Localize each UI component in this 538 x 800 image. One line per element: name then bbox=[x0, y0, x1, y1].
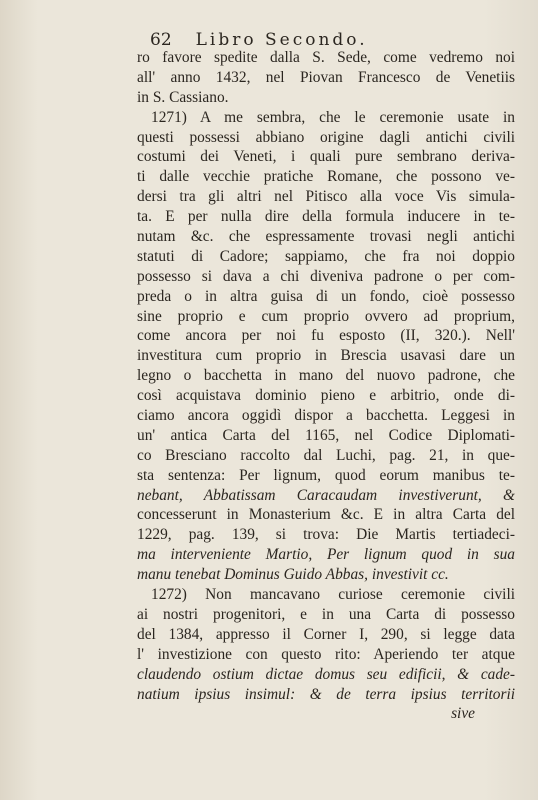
running-title: Libro Secondo. bbox=[195, 30, 368, 50]
text-line: possesso si dava a chi diveniva padrone o per com- bbox=[137, 267, 515, 285]
text-line: nutam &c. che espressamente trovasi negli antichi bbox=[137, 228, 515, 246]
text-line: ta. E per nulla dire della formula inducere in te- bbox=[137, 208, 515, 226]
catchword: sive bbox=[451, 705, 475, 723]
text-line: l' investizione con questo rito: Aperiendo ter atque bbox=[137, 645, 515, 663]
text-line: ciamo ancora oggidì dispor a bacchetta. Leggesi in bbox=[137, 407, 515, 425]
text-line: ro favore spedite dalla S. Sede, come vedremo noi bbox=[137, 49, 515, 66]
text-line: 1229, pag. 139, si trova: Die Martis tertiadeci- bbox=[137, 526, 515, 544]
text-line: come ancora per noi fu esposto (II, 320.). Nell' bbox=[137, 327, 515, 345]
text-line: in S. Cassiano. bbox=[137, 88, 229, 106]
text-line: un' antica Carta del 1165, nel Codice Diplomati- bbox=[137, 426, 515, 444]
text-line: del 1384, appresso il Corner I, 290, si legge data bbox=[137, 625, 515, 643]
text-line: sta sentenza: Per lignum, quod eorum manibus te- bbox=[137, 466, 515, 484]
text-line: sine proprio e cum proprio ovvero ad proprium, bbox=[137, 307, 515, 325]
text-line: preda o in altra guisa di un fondo, cioè possesso bbox=[137, 287, 515, 305]
note-1272-start: 1272) Non mancavano curiose ceremonie civili bbox=[151, 586, 515, 604]
text-line: ai nostri progenitori, e in una Carta di possesso bbox=[137, 605, 515, 623]
text-line: ti dalle vecchie pratiche Romane, che possono ve- bbox=[137, 168, 515, 186]
text-line: così acquistava dominio pieno e arbitrio, onde di- bbox=[137, 387, 515, 405]
running-header bbox=[150, 30, 450, 50]
text-line: all' anno 1432, nel Piovan Francesco de Venetiis bbox=[137, 68, 515, 86]
text-line: investitura cum proprio in Brescia usavasi dare un bbox=[137, 347, 515, 365]
body-text bbox=[137, 48, 515, 724]
page-number: 62 bbox=[150, 30, 172, 50]
text-line: manu tenebat Dominus Guido Abbas, investivit cc. bbox=[137, 566, 449, 584]
text-line: costumi dei Veneti, i quali pure sembrano deriva- bbox=[137, 148, 515, 166]
text-line: legno o bacchetta in mano del nuovo padrone, che bbox=[137, 367, 515, 385]
text-line: statuti di Cadore; sappiamo, che fra noi doppio bbox=[137, 247, 515, 265]
text-line: dersi tra gli altri nel Pitisco alla voce Vis simula- bbox=[137, 188, 515, 206]
text-line: co Bresciano raccolto dal Luchi, pag. 21, in que- bbox=[137, 446, 515, 464]
text-line: questi possessi abbiano origine dagli antichi civili bbox=[137, 128, 515, 146]
text-line: nebant, Abbatissam Caracaudam investiverunt, & bbox=[137, 486, 515, 504]
text-line: claudendo ostium dictae domus seu edificii, & cade- bbox=[137, 665, 515, 683]
text-line: natium ipsius insimul: & de terra ipsius territorii bbox=[137, 685, 515, 703]
text-line: concesserunt in Monasterium &c. E in altra Carta del bbox=[137, 506, 515, 524]
text-line: ma interveniente Martio, Per lignum quod in sua bbox=[137, 546, 515, 564]
note-1271-start: 1271) A me sembra, che le ceremonie usate in bbox=[151, 108, 515, 126]
